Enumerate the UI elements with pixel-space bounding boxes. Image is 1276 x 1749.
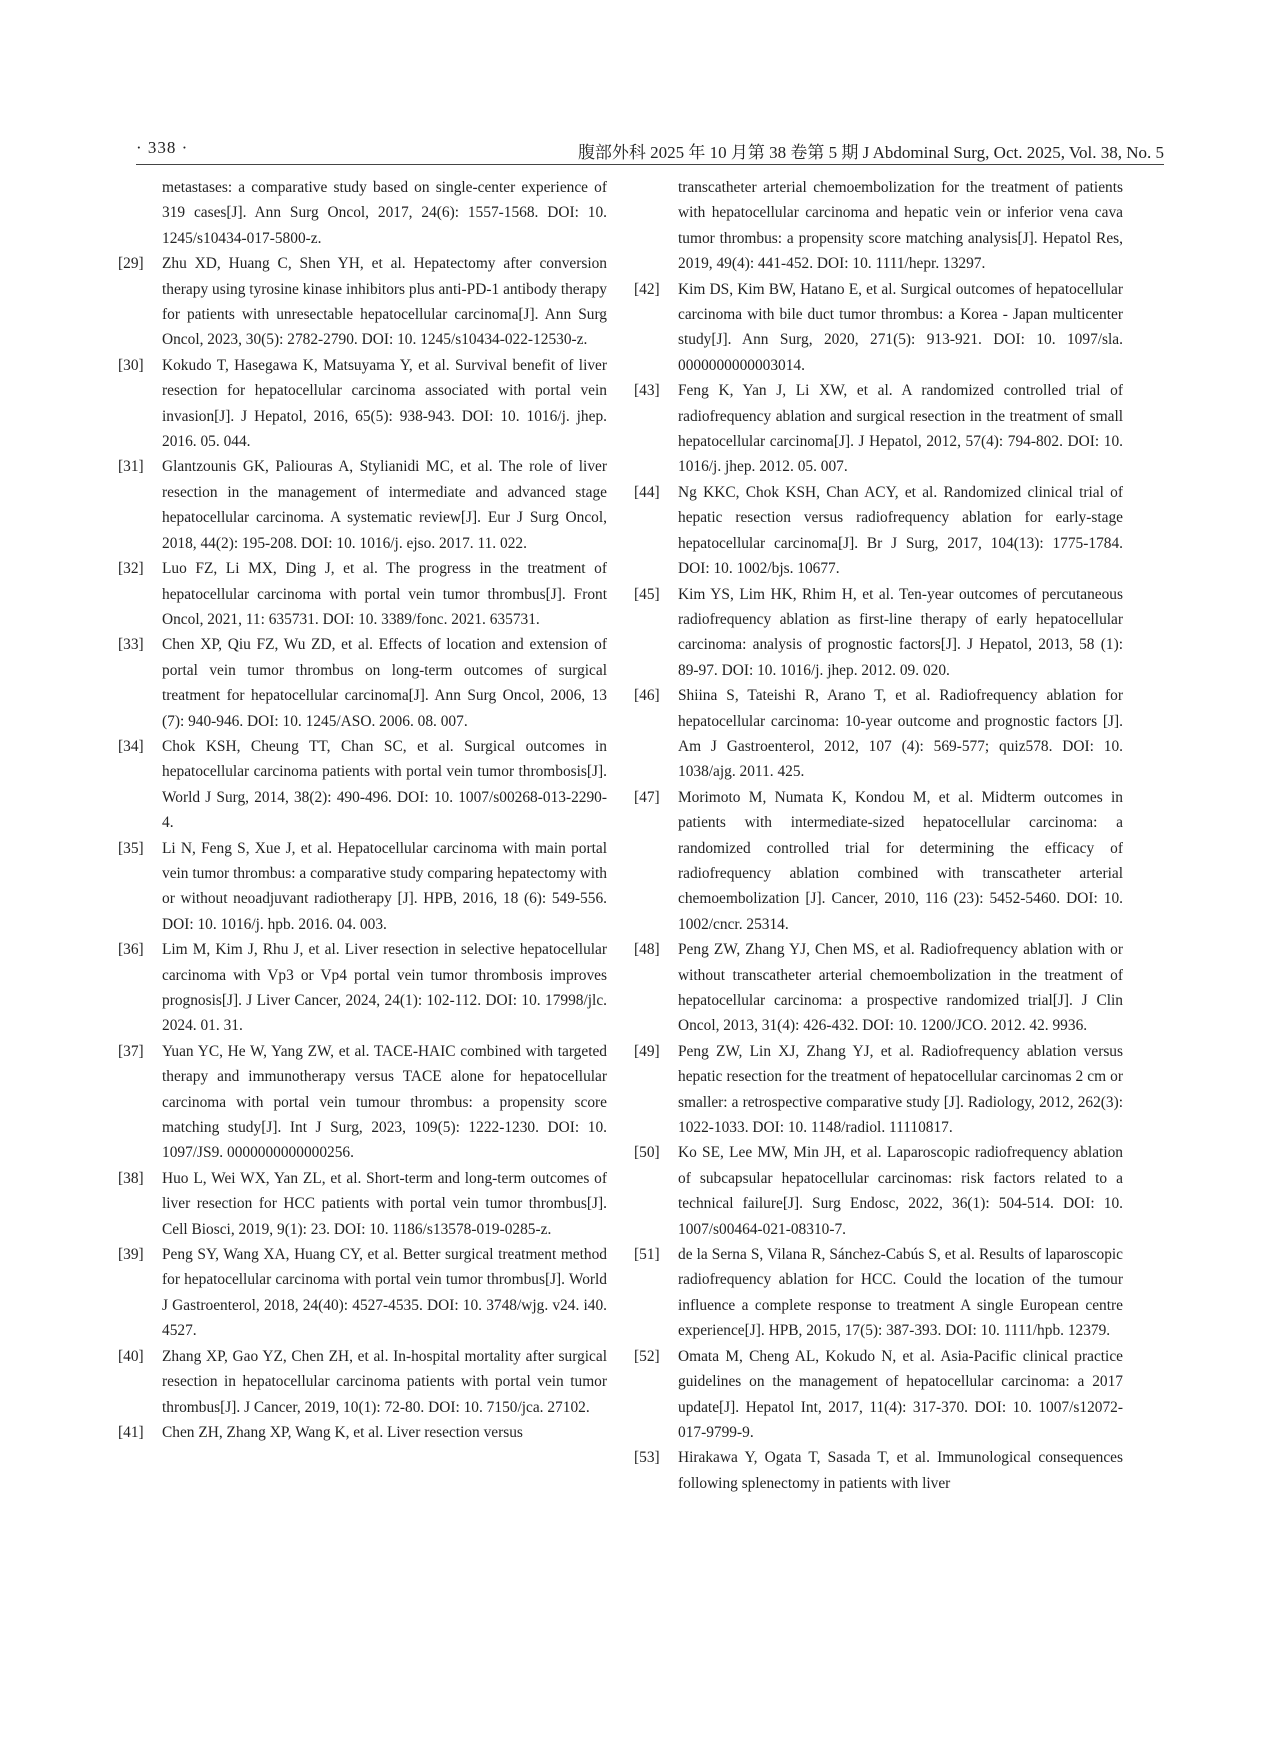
reference-number: [43] <box>634 382 660 400</box>
reference-number: [45] <box>634 585 660 603</box>
reference-number: [37] <box>118 1042 144 1060</box>
reference-text: Ko SE, Lee MW, Min JH, et al. Laparoscopic radiofrequency ablation of subcapsular hepatocellular carcinomas: risk factors related to a technical failure[J]. Surg Endosc, 2022, 36(1): 504-514. DOI: 10. 1007/s00464-021-08310-7. <box>678 1144 1123 1238</box>
reference-entry <box>118 454 607 556</box>
reference-text: Glantzounis GK, Paliouras A, Stylianidi MC, et al. The role of liver resection in the management of intermediate and advanced stage hepatocellular carcinoma. A systematic review[J]. Eur J Surg Oncol, 2018, 44(2): 195-208. DOI: 10. 1016/j. ejso. 2017. 11. 022. <box>162 458 607 552</box>
reference-entry <box>118 556 607 632</box>
reference-text: Yuan YC, He W, Yang ZW, et al. TACE-HAIC combined with targeted therapy and immunotherapy versus TACE alone for hepatocellular carcinoma with portal vein tumour thrombus: a propensity score matching study[J]. Int J Surg, 2023, 109(5): 1222-1230. DOI: 10. 1097/JS9. 0000000000000256. <box>162 1042 607 1162</box>
reference-text: Feng K, Yan J, Li XW, et al. A randomized controlled trial of radiofrequency ablation and surgical resection in the treatment of small hepatocellular carcinoma[J]. J Hepatol, 2012, 57(4): 794-802. DOI: 10. 1016/j. jhep. 2012. 05. 007. <box>678 382 1123 476</box>
reference-entry <box>634 683 1123 785</box>
reference-text: Kim DS, Kim BW, Hatano E, et al. Surgical outcomes of hepatocellular carcinoma with bile duct tumor thrombus: a Korea - Japan multicenter study[J]. Ann Surg, 2020, 271(5): 913-921. DOI: 10. 1097/sla. 0000000000003014. <box>678 280 1123 374</box>
reference-number: [40] <box>118 1347 144 1365</box>
reference-entry <box>118 1242 607 1344</box>
reference-number: [51] <box>634 1246 660 1264</box>
reference-entry <box>634 1039 1123 1141</box>
reference-number: [52] <box>634 1347 660 1365</box>
reference-entry <box>634 1242 1123 1344</box>
reference-entry <box>118 353 607 455</box>
reference-text: Omata M, Cheng AL, Kokudo N, et al. Asia-Pacific clinical practice guidelines on the management of hepatocellular carcinoma: a 2017 update[J]. Hepatol Int, 2017, 11(4): 317-370. DOI: 10. 1007/s12072-017-9799-9. <box>678 1347 1123 1441</box>
reference-entry <box>634 480 1123 582</box>
reference-number: [33] <box>118 636 144 654</box>
reference-text: Peng ZW, Zhang YJ, Chen MS, et al. Radiofrequency ablation with or without transcatheter arterial chemoembolization in the treatment of hepatocellular carcinoma: a prospective randomized trial[J]. J Clin Oncol, 2013, 31(4): 426-432. DOI: 10. 1200/JCO. 2012. 42. 9936. <box>678 941 1123 1035</box>
reference-number: [34] <box>118 737 144 755</box>
reference-number: [44] <box>634 483 660 501</box>
reference-entry <box>634 1445 1123 1496</box>
reference-text: Shiina S, Tateishi R, Arano T, et al. Radiofrequency ablation for hepatocellular carcinoma: 10-year outcome and prognostic factors [J]. Am J Gastroenterol, 2012, 107 (4): 569-577; quiz578. DOI: 10. 1038/ajg. 2011. 425. <box>678 687 1123 781</box>
reference-continuation: metastases: a comparative study based on single-center experience of 319 cases[J]. Ann Surg Oncol, 2017, 24(6): 1557-1568. DOI: 10. 1245/s10434-017-5800-z. <box>162 179 607 247</box>
reference-number: [53] <box>634 1449 660 1467</box>
reference-entry <box>634 785 1123 937</box>
reference-number: [48] <box>634 941 660 959</box>
reference-text: de la Serna S, Vilana R, Sánchez-Cabús S, et al. Results of laparoscopic radiofrequency ablation for HCC. Could the location of the tumour influence a complete response to treatment A single European centre experience[J]. HPB, 2015, 17(5): 387-393. DOI: 10. 1111/hpb. 12379. <box>678 1246 1123 1340</box>
reference-text: Hirakawa Y, Ogata T, Sasada T, et al. Immunological consequences following splenectomy in patients with liver <box>678 1449 1123 1492</box>
reference-text: Kokudo T, Hasegawa K, Matsuyama Y, et al. Survival benefit of liver resection for hepatocellular carcinoma associated with portal vein invasion[J]. J Hepatol, 2016, 65(5): 938-943. DOI: 10. 1016/j. jhep. 2016. 05. 044. <box>162 356 607 451</box>
header-rule <box>136 164 1164 165</box>
reference-text: Ng KKC, Chok KSH, Chan ACY, et al. Randomized clinical trial of hepatic resection versus radiofrequency ablation for early-stage hepatocellular carcinoma[J]. Br J Surg, 2017, 104(13): 1775-1784. DOI: 10. 1002/bjs. 10677. <box>678 483 1123 578</box>
reference-text: Peng ZW, Lin XJ, Zhang YJ, et al. Radiofrequency ablation versus hepatic resection for the treatment of hepatocellular carcinomas 2 cm or smaller: a retrospective comparative study [J]. Radiology, 2012, 262(3): 1022-1033. DOI: 10. 1148/radiol. 11110817. <box>678 1042 1123 1137</box>
reference-number: [30] <box>118 356 144 374</box>
reference-text: Morimoto M, Numata K, Kondou M, et al. Midterm outcomes in patients with intermediate-sized hepatocellular carcinoma: a randomized controlled trial for determining the efficacy of radiofrequency ablation combined with transcatheter arterial chemoembolization [J]. Cancer, 2010, 116 (23): 5452-5460. DOI: 10. 1002/cncr. 25314. <box>678 788 1123 933</box>
reference-number: [46] <box>634 687 660 705</box>
reference-entry <box>634 1344 1123 1446</box>
reference-entry <box>118 937 607 1039</box>
running-header <box>136 138 1164 164</box>
reference-text: Chen ZH, Zhang XP, Wang K, et al. Liver resection versus <box>162 1423 523 1441</box>
reference-text: Zhang XP, Gao YZ, Chen ZH, et al. In-hospital mortality after surgical resection in hepatocellular carcinoma patients with portal vein tumor thrombus[J]. J Cancer, 2019, 10(1): 72-80. DOI: 10. 7150/jca. 27102. <box>162 1347 607 1416</box>
reference-number: [32] <box>118 560 144 578</box>
reference-text: Luo FZ, Li MX, Ding J, et al. The progress in the treatment of hepatocellular carcinoma with portal vein tumor thrombus[J]. Front Oncol, 2021, 11: 635731. DOI: 10. 3389/fonc. 2021. 635731. <box>162 560 607 628</box>
reference-entry <box>118 251 607 353</box>
reference-text: Chok KSH, Cheung TT, Chan SC, et al. Surgical outcomes in hepatocellular carcinoma patients with portal vein tumor thrombosis[J]. World J Surg, 2014, 38(2): 490-496. DOI: 10. 1007/s00268-013-2290-4. <box>162 737 607 832</box>
reference-number: [38] <box>118 1169 144 1187</box>
reference-entry <box>118 1344 607 1420</box>
reference-number: [31] <box>118 458 144 476</box>
reference-entry <box>118 1166 607 1242</box>
right-reference-column <box>634 175 1123 1496</box>
reference-entry <box>118 632 607 734</box>
reference-entry <box>118 836 607 938</box>
reference-entry <box>118 734 607 836</box>
reference-text: Lim M, Kim J, Rhu J, et al. Liver resection in selective hepatocellular carcinoma with Vp3 or Vp4 portal vein tumor thrombosis improves prognosis[J]. J Liver Cancer, 2024, 24(1): 102-112. DOI: 10. 17998/jlc. 2024. 01. 31. <box>162 941 607 1035</box>
reference-number: [47] <box>634 788 660 806</box>
reference-number: [50] <box>634 1144 660 1162</box>
reference-text: Huo L, Wei WX, Yan ZL, et al. Short-term and long-term outcomes of liver resection for HCC patients with portal vein tumor thrombus[J]. Cell Biosci, 2019, 9(1): 23. DOI: 10. 1186/s13578-019-0285-z. <box>162 1169 607 1238</box>
reference-number: [36] <box>118 941 144 959</box>
reference-number: [49] <box>634 1042 660 1060</box>
reference-text: Chen XP, Qiu FZ, Wu ZD, et al. Effects of location and extension of portal vein tumor thrombus on long-term outcomes of surgical treatment for hepatocellular carcinoma[J]. Ann Surg Oncol, 2006, 13 (7): 940-946. DOI: 10. 1245/ASO. 2006. 08. 007. <box>162 636 607 730</box>
reference-text: Kim YS, Lim HK, Rhim H, et al. Ten-year outcomes of percutaneous radiofrequency ablation as first-line therapy of early hepatocellular carcinoma: analysis of prognostic factors[J]. J Hepatol, 2013, 58 (1): 89-97. DOI: 10. 1016/j. jhep. 2012. 09. 020. <box>678 585 1123 679</box>
reference-text: Zhu XD, Huang C, Shen YH, et al. Hepatectomy after conversion therapy using tyrosine kinase inhibitors plus anti-PD-1 antibody therapy for patients with unresectable hepatocellular carcinoma[J]. Ann Surg Oncol, 2023, 30(5): 2782-2790. DOI: 10. 1245/s10434-022-12530-z. <box>162 255 607 349</box>
reference-entry <box>634 582 1123 684</box>
page-number: · 338 · <box>136 138 189 157</box>
reference-entry <box>118 1039 607 1166</box>
reference-entry <box>634 277 1123 379</box>
journal-citation: 腹部外科 2025 年 10 月第 38 卷第 5 期 J Abdominal Surg, Oct. 2025, Vol. 38, No. 5 <box>577 143 1164 162</box>
reference-entry <box>634 937 1123 1039</box>
reference-entry <box>118 1420 607 1445</box>
reference-text: Li N, Feng S, Xue J, et al. Hepatocellular carcinoma with main portal vein tumor thrombus: a comparative study comparing hepatectomy with or without neoadjuvant radiotherapy [J]. HPB, 2016, 18 (6): 549-556. DOI: 10. 1016/j. hpb. 2016. 04. 003. <box>162 839 607 933</box>
reference-entry <box>634 378 1123 480</box>
reference-number: [29] <box>118 255 144 273</box>
reference-number: [35] <box>118 839 144 857</box>
left-reference-column <box>118 175 607 1445</box>
reference-continuation: transcatheter arterial chemoembolization for the treatment of patients with hepatocellular carcinoma and hepatic vein or inferior vena cava tumor thrombus: a propensity score matching analysis[J]. Hepatol Res, 2019, 49(4): 441-452. DOI: 10. 1111/hepr. 13297. <box>678 179 1123 273</box>
reference-number: [42] <box>634 280 660 298</box>
reference-number: [39] <box>118 1246 144 1264</box>
reference-entry <box>634 1140 1123 1242</box>
reference-text: Peng SY, Wang XA, Huang CY, et al. Better surgical treatment method for hepatocellular carcinoma with portal vein tumor thrombus[J]. World J Gastroenterol, 2018, 24(40): 4527-4535. DOI: 10. 3748/wjg. v24. i40. 4527. <box>162 1246 607 1340</box>
reference-number: [41] <box>118 1423 144 1441</box>
